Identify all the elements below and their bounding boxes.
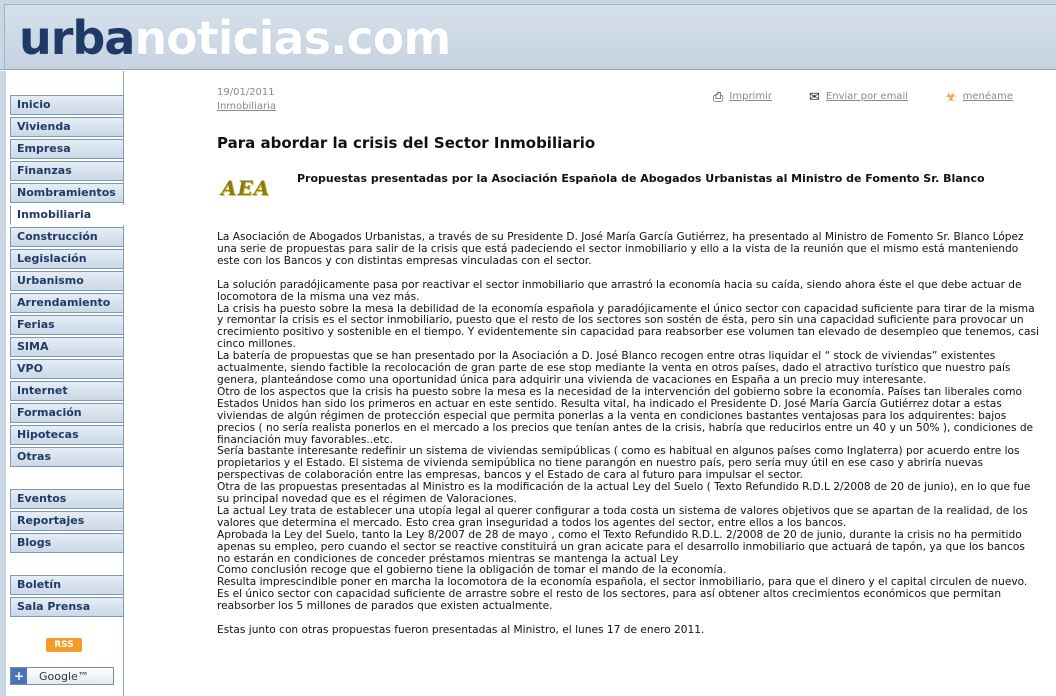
paragraph: Aprobada la Ley del Suelo, tanto la Ley 8/2007 de 28 de mayo , como el Texto Refundido R.D.L. 2/2008 de 20 de junio, durante la crisis no ha permitido apenas su empleo, pero cuando el sector se reactive constituirá un gran acicate para el desarrollo inmobiliario que actuará de tapón, ya que los bancos no estarán en condiciones de conceder préstamos mientras se mantenga la actual Ley — [217, 528, 1025, 565]
paragraph: Otra de las propuestas presentadas al Ministro es la modificación de la actual Ley del Suelo ( Texto Refundido R.D.L 2/2008 de 20 de junio), en lo que fue su principal novedad que es el régimen de Valoraciones. — [217, 481, 1031, 506]
nav-item-empresa[interactable]: Empresa — [10, 139, 124, 159]
google-label: Google™ — [39, 670, 89, 683]
tertiary-nav — [10, 575, 124, 619]
article-body — [217, 232, 1041, 637]
nav-item-finanzas[interactable]: Finanzas — [10, 161, 124, 181]
site-logo[interactable] — [19, 9, 450, 67]
nav-item-construccion[interactable]: Construcción — [10, 227, 124, 247]
aea-logo: AEA — [221, 176, 271, 200]
nav-item-formacion[interactable]: Formación — [10, 403, 124, 423]
sidebar-shade — [0, 71, 6, 696]
nav-item-inicio[interactable]: Inicio — [10, 95, 124, 115]
nav-item-blogs[interactable]: Blogs — [10, 533, 124, 553]
article-subtitle: Propuestas presentadas por la Asociación Española de Abogados Urbanistas al Ministro de Fomento Sr. Blanco — [297, 172, 985, 185]
nav-item-eventos[interactable]: Eventos — [10, 489, 124, 509]
paragraph-gap — [217, 268, 1041, 280]
nav-item-boletin[interactable]: Boletín — [10, 575, 124, 595]
article — [217, 86, 1043, 637]
print-label: Imprimir — [729, 91, 772, 102]
nav-item-otras[interactable]: Otras — [10, 447, 124, 467]
article-tools — [713, 86, 1043, 106]
paragraph: La Asociación de Abogados Urbanistas, a través de su Presidente D. José María García Gutiérrez, ha presentado al Ministro de Fomento Sr. Blanco López una serie de propuestas para salir de la crisis que está padeciendo el sector inmobiliario y ello a la vista de la reunión que el mismo está manteniendo este con los Bancos y con distintas empresas vinculadas con el sector. — [217, 231, 1024, 267]
meneame-icon: ☣ — [945, 90, 957, 105]
article-category-link[interactable]: Inmobiliaria — [217, 101, 276, 112]
paragraph: La solución paradójicamente pasa por reactivar el sector inmobiliario que arrastró la economía hacia su caída, siendo ahora éste el que debe actuar de locomotora de la misma una vez más. — [217, 278, 1022, 303]
nav-item-sima[interactable]: SIMA — [10, 337, 124, 357]
paragraph: La crisis ha puesto sobre la mesa la debilidad de la economía española y paradójicamente el único sector con capacidad suficiente para tirar de la misma y remontar la crisis es el sector inmobiliario, puesto que el resto de los sectores son sostén de ésta, pero sin una capacidad suficiente para provocar un crecimiento positivo y sostenible en el tiempo. Y evidentemente sin capacidad para reabsorber ese volumen tan elevado de desempleo que tenemos, casi cinco millones. — [217, 302, 1039, 351]
meneame-label: menéame — [962, 91, 1014, 102]
nav-item-legislacion[interactable]: Legislación — [10, 249, 124, 269]
nav-item-ferias[interactable]: Ferias — [10, 315, 124, 335]
site-header — [0, 0, 1056, 70]
nav-item-internet[interactable]: Internet — [10, 381, 124, 401]
print-button[interactable] — [713, 90, 772, 105]
nav-item-arrendamiento[interactable]: Arrendamiento — [10, 293, 124, 313]
add-to-google-button[interactable] — [10, 667, 114, 685]
email-button[interactable] — [809, 90, 908, 105]
nav-item-inmobiliaria[interactable]: Inmobiliaria — [10, 205, 124, 225]
envelope-icon: ✉ — [809, 90, 820, 105]
logo-part-urba: urba — [19, 11, 135, 65]
paragraph: La actual Ley trata de establecer una utopía legal al querer configurar a toda costa un sistema de valores objetivos que se apartan de la realidad, de los valores que determina el mercado. Esto crea gran inseguridad a todos los agentes del sector, entre ellos a los bancos. — [217, 504, 1028, 529]
paragraph: Sería bastante interesante redefinir un sistema de viviendas semipúblicas ( como es habitual en algunos países como Inglaterra) por acuerdo entre los propietarios y el Estado. El sistema de vivienda semipública no tiene parangón en nuestro país, pero sería muy útil en ese caso y abriría nuevas perspectivas de colaboración entre las empresas, bancos y el Estado de cara al futuro para impulsar el sector. — [217, 445, 1020, 482]
logo-part-noticias: noticias.com — [134, 11, 451, 65]
article-date: 19/01/2011 — [217, 87, 275, 98]
paragraph: La batería de propuestas que se han presentado por la Asociación a D. José Blanco recogen entre otras liquidar el “ stock de viviendas” existentes actualmente, siendo factible la recolocación de gran parte de ese stop mediante la venta en otros países, dado el atractivo turístico que nuestro país genera, planteándose como una oportunidad única para adquirir una vivienda de vacaciones en España a un precio muy interesante. — [217, 350, 1011, 386]
nav-item-hipotecas[interactable]: Hipotecas — [10, 425, 124, 445]
printer-icon: ⎙ — [713, 90, 724, 105]
nav-item-vpo[interactable]: VPO — [10, 359, 124, 379]
meneame-button[interactable] — [945, 90, 1013, 105]
paragraph: Resulta imprescindible poner en marcha la locomotora de la economía española, el sector inmobiliario, para que el dinero y el capital circulen de nuevo. Es el único sector con capacidad suficiente de arrastre sobre el resto de los sectores, para así obtener altos crecimientos económicos que permitan reabsorber los 5 millones de parados que existen actualmente. — [217, 576, 1028, 613]
nav-item-reportajes[interactable]: Reportajes — [10, 511, 124, 531]
email-label: Enviar por email — [825, 91, 909, 102]
article-title: Para abordar la crisis del Sector Inmobiliario — [217, 134, 596, 152]
nav-item-vivienda[interactable]: Vivienda — [10, 117, 124, 137]
main-nav — [10, 95, 124, 469]
rss-button[interactable]: RSS — [46, 638, 82, 652]
paragraph: Estas junto con otras propuestas fueron presentadas al Ministro, el lunes 17 de enero 2011. — [217, 624, 705, 637]
plus-icon: + — [11, 668, 27, 684]
nav-item-sala-prensa[interactable]: Sala Prensa — [10, 597, 124, 617]
left-sidebar — [0, 71, 124, 696]
paragraph: Otro de los aspectos que la crisis ha puesto sobre la mesa es la necesidad de la intervención del gobierno sobre la economía. Países tan liberales como Estados Unidos han sido los primeros en actuar en este sentido. Resulta vital, ha indicado el Presidente D. José María García Gutiérrez dotar a estas viviendas de algún régimen de protección especial que permita ponerlas a la venta en condiciones bastantes ventajosas para los adquirentes: bajos precios ( no sería realista ponerlos en el mercado a los precios que tenían antes de la crisis, habría que reducirlos entre un 40 y un 50% ), condiciones de financiación muy favorables..etc. — [217, 385, 1034, 446]
header-banner — [4, 4, 1056, 69]
nav-item-urbanismo[interactable]: Urbanismo — [10, 271, 124, 291]
paragraph: Como conclusión recoge que el gobierno tiene la obligación de tomar el mando de la economía. — [217, 564, 727, 577]
nav-item-nombramientos[interactable]: Nombramientos — [10, 183, 124, 203]
secondary-nav — [10, 489, 124, 555]
